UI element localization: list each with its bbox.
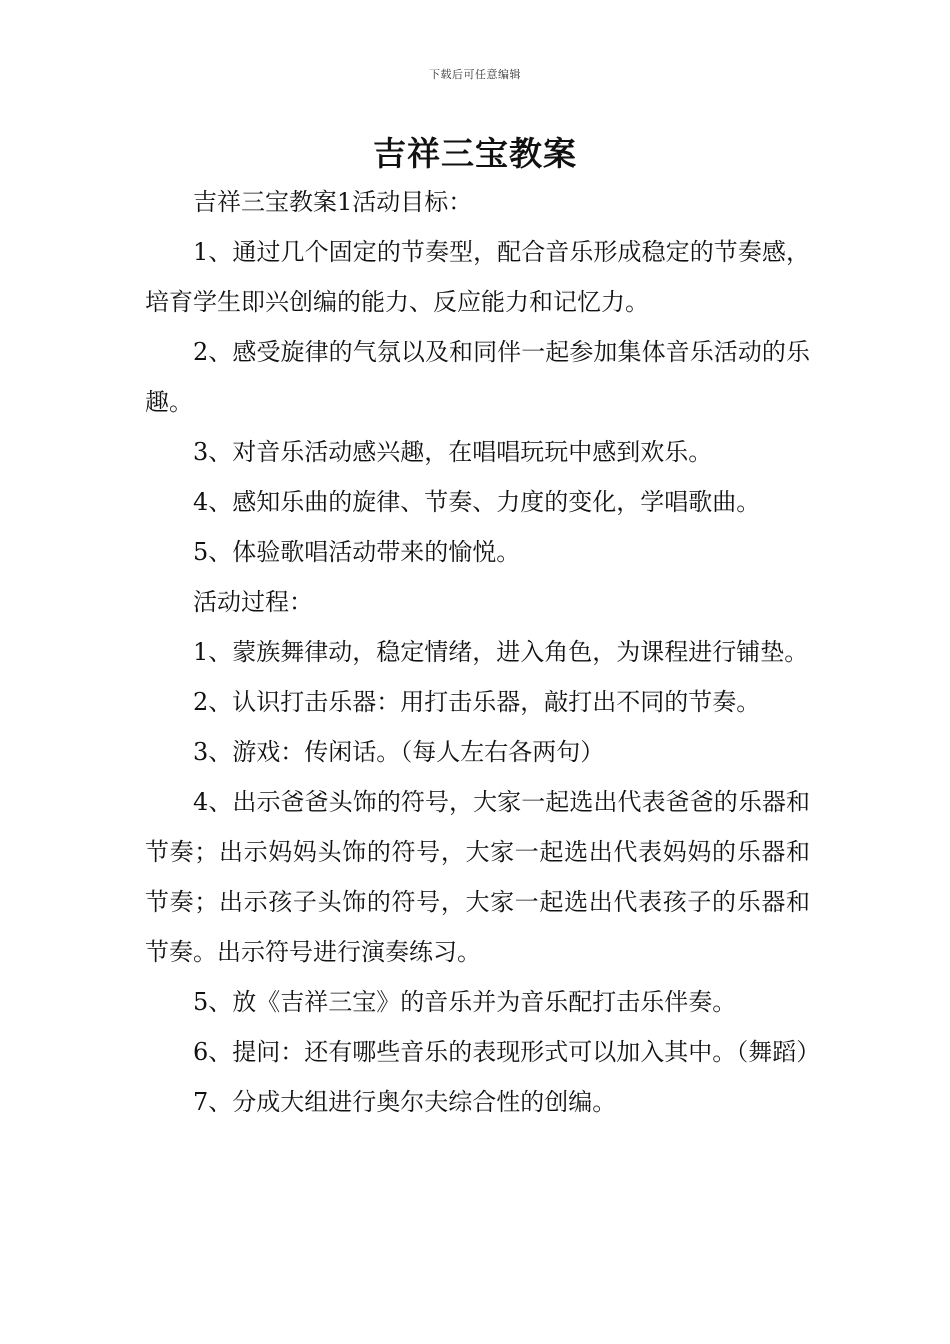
- paragraph-step-3: 3、游戏：传闲话。（每人左右各两句）: [193, 738, 605, 766]
- paragraph-step-2: 2、认识打击乐器：用打击乐器，敲打出不同的节奏。: [193, 688, 761, 716]
- paragraph-objective-3: 3、对音乐活动感兴趣，在唱唱玩玩中感到欢乐。: [193, 438, 713, 466]
- paragraph-process-heading: 活动过程：: [193, 588, 313, 616]
- paragraph-objectives-heading: 吉祥三宝教案1活动目标：: [193, 188, 473, 216]
- paragraph-objective-2: 2、感受旋律的气氛以及和同伴一起参加集体音乐活动的乐趣。: [145, 338, 810, 416]
- document-title: 吉祥三宝教案: [373, 134, 577, 173]
- paragraph-objective-5: 5、体验歌唱活动带来的愉悦。: [193, 538, 521, 566]
- paragraph-step-6: 6、提问：还有哪些音乐的表现形式可以加入其中。（舞蹈）: [193, 1038, 821, 1066]
- paragraph-step-7: 7、分成大组进行奥尔夫综合性的创编。: [193, 1088, 617, 1116]
- document-body: [145, 177, 821, 1127]
- paragraph-step-5: 5、放《吉祥三宝》的音乐并为音乐配打击乐伴奏。: [193, 988, 737, 1016]
- paragraph-objective-4: 4、感知乐曲的旋律、节奏、力度的变化，学唱歌曲。: [193, 488, 761, 516]
- paragraph-objective-1: 1、通过几个固定的节奏型，配合音乐形成稳定的节奏感，培育学生即兴创编的能力、反应能力和记忆力。: [145, 238, 810, 316]
- paragraph-step-4: 4、出示爸爸头饰的符号，大家一起选出代表爸爸的乐器和节奏；出示妈妈头饰的符号，大家一起选出代表妈妈的乐器和节奏；出示孩子头饰的符号，大家一起选出代表孩子的乐器和节奏。出示符号进行演奏练习。: [145, 788, 810, 966]
- page-header-note: 下载后可任意编辑: [429, 68, 521, 81]
- paragraph-step-1: 1、蒙族舞律动，稳定情绪，进入角色，为课程进行铺垫。: [193, 638, 809, 666]
